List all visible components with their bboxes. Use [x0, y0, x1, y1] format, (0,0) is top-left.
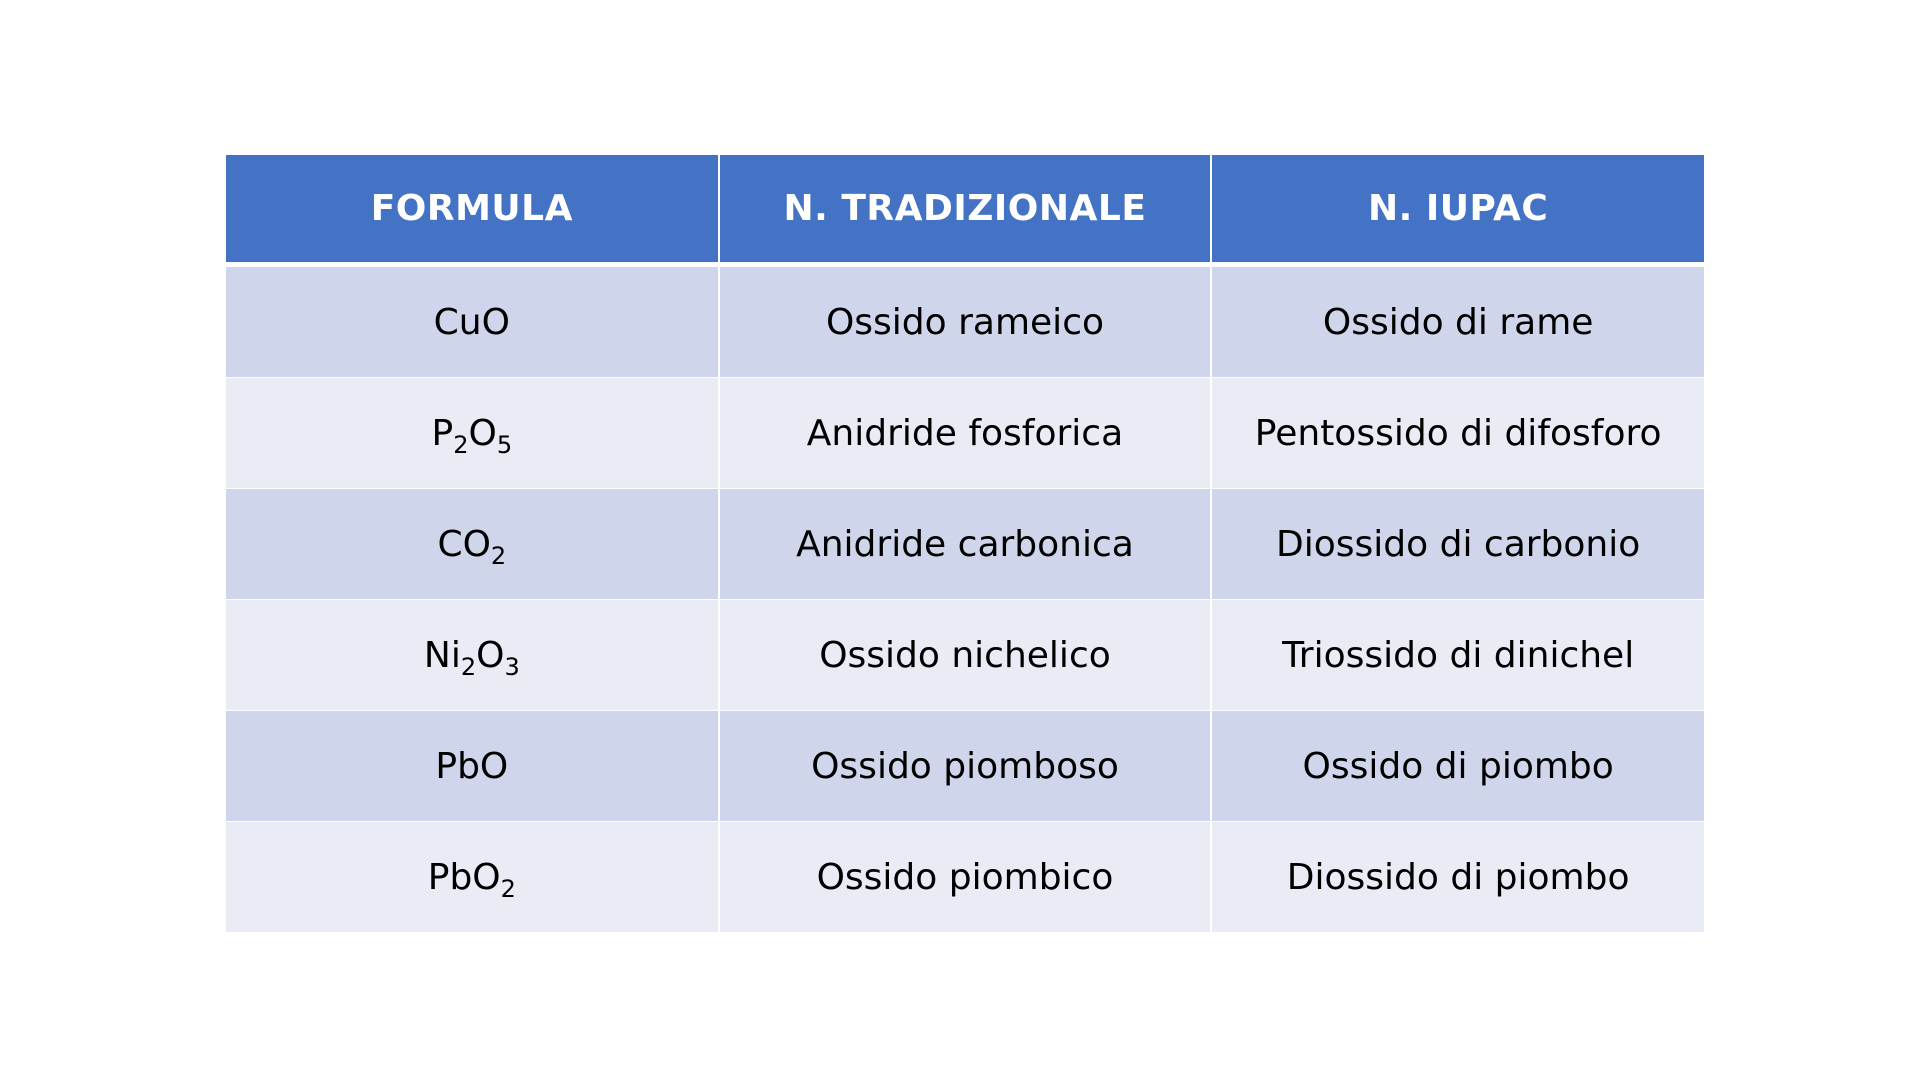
traditional-name-cell: Ossido piomboso [719, 711, 1212, 822]
traditional-name-cell: Ossido nichelico [719, 600, 1212, 711]
table-row [226, 489, 1704, 600]
formula-text: CuO [433, 301, 510, 343]
formula-cell [226, 378, 719, 489]
table-body [226, 265, 1704, 933]
formula-text: Ni [423, 634, 461, 676]
iupac-name-cell: Diossido di carbonio [1211, 489, 1704, 600]
table-row [226, 265, 1704, 378]
formula-text: O [468, 412, 497, 454]
formula-text: PbO [427, 856, 501, 898]
traditional-name-cell: Ossido piombico [719, 822, 1212, 933]
table-row [226, 600, 1704, 711]
iupac-name-cell: Pentossido di difosforo [1211, 378, 1704, 489]
formula-text: P [431, 412, 454, 454]
formula-text: CO [437, 523, 491, 565]
header-row [226, 155, 1704, 265]
formula-subscript: 2 [460, 652, 477, 681]
table-row [226, 378, 1704, 489]
formula-text: PbO [435, 745, 509, 787]
formula-cell [226, 265, 719, 378]
oxides-table [226, 155, 1704, 933]
header-formula: FORMULA [226, 155, 719, 265]
traditional-name-cell: Anidride fosforica [719, 378, 1212, 489]
formula-subscript: 2 [490, 541, 507, 570]
header-iupac-name: N. IUPAC [1211, 155, 1704, 265]
iupac-name-cell: Ossido di piombo [1211, 711, 1704, 822]
iupac-name-cell: Diossido di piombo [1211, 822, 1704, 933]
iupac-name-cell: Ossido di rame [1211, 265, 1704, 378]
formula-subscript: 2 [500, 874, 516, 903]
formula-cell [226, 822, 719, 933]
traditional-name-cell: Ossido rameico [719, 265, 1212, 378]
formula-cell [226, 489, 719, 600]
table-header [226, 155, 1704, 265]
formula-cell [226, 600, 719, 711]
header-traditional-name: N. TRADIZIONALE [719, 155, 1212, 265]
formula-subscript: 5 [496, 430, 513, 459]
formula-subscript: 3 [504, 652, 520, 681]
iupac-name-cell: Triossido di dinichel [1211, 600, 1704, 711]
formula-text: O [476, 634, 505, 676]
formula-subscript: 2 [453, 430, 469, 459]
table-row [226, 711, 1704, 822]
formula-cell [226, 711, 719, 822]
traditional-name-cell: Anidride carbonica [719, 489, 1212, 600]
table-row [226, 822, 1704, 933]
